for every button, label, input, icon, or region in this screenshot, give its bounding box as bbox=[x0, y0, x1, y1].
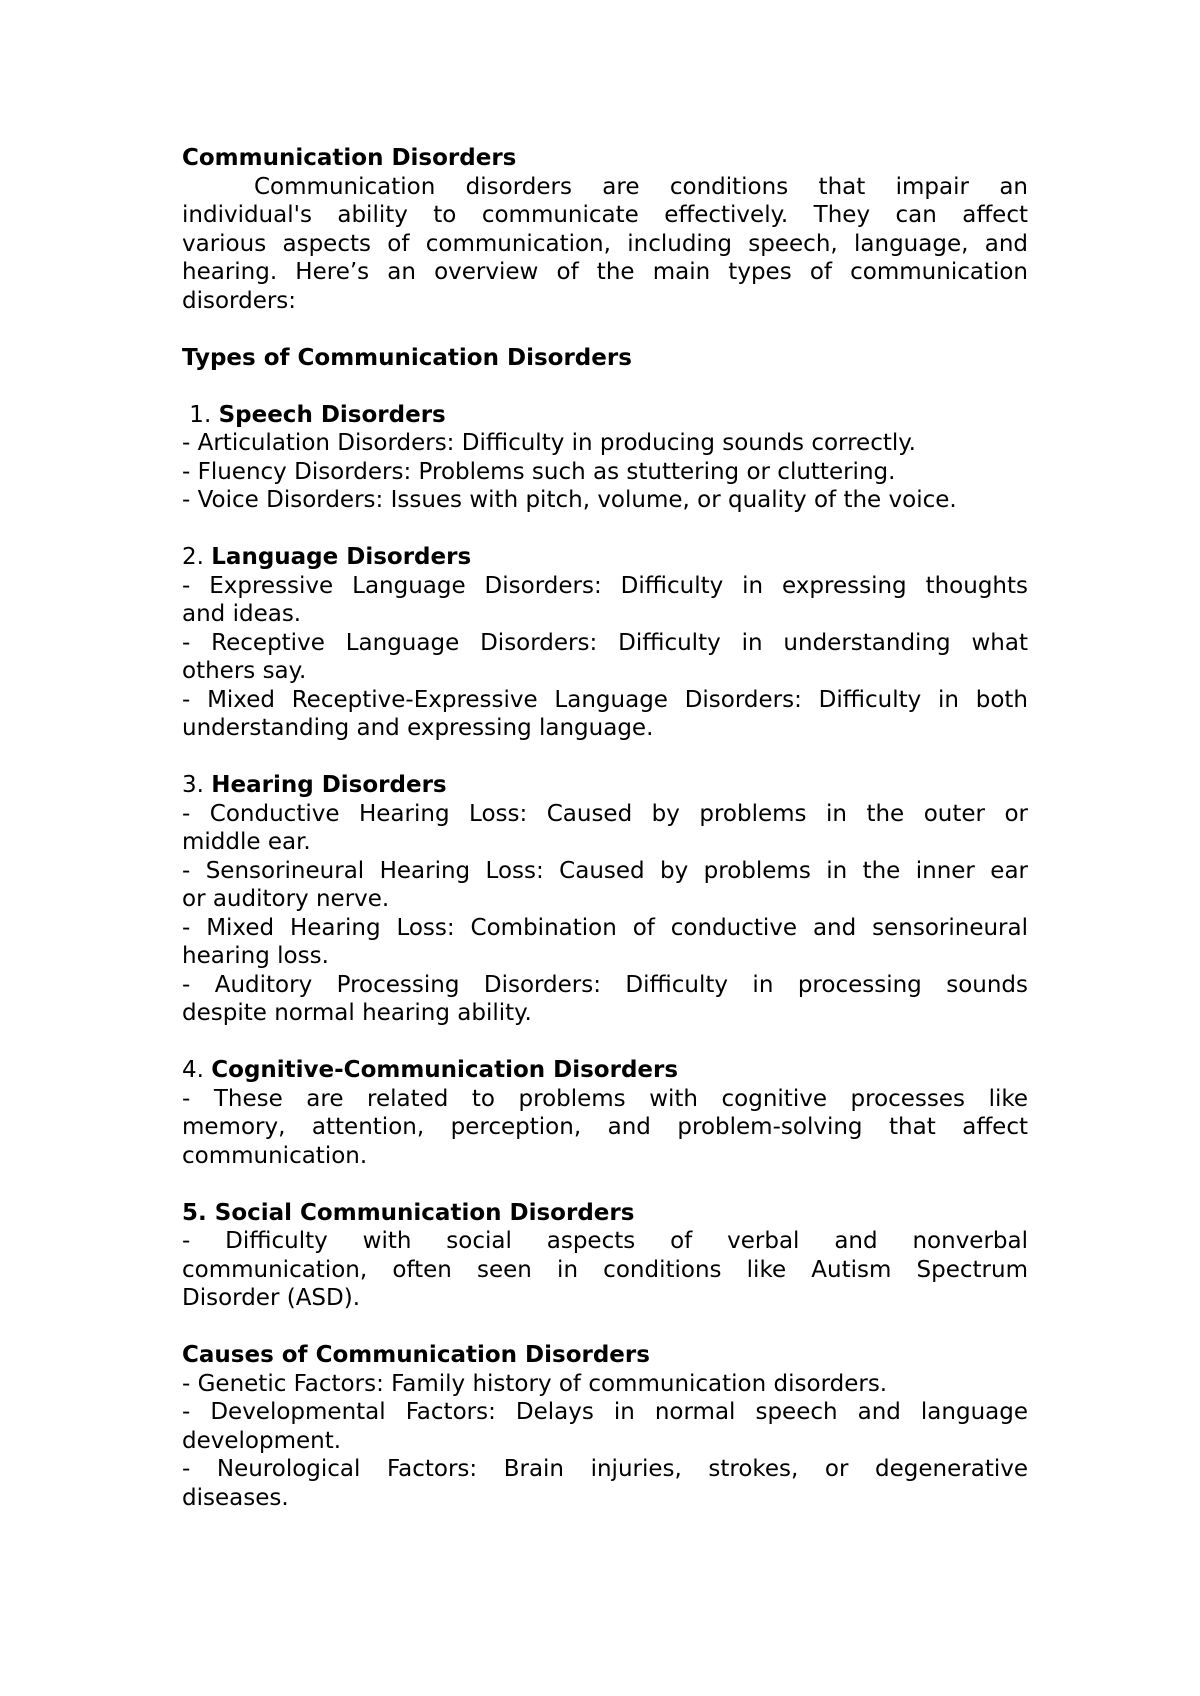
section-line: others say. bbox=[182, 658, 307, 684]
section-heading bbox=[182, 1199, 1028, 1228]
types-heading: Types of Communication Disorders bbox=[182, 344, 632, 371]
section-heading bbox=[182, 771, 1028, 800]
section-line: - Conductive Hearing Loss: Caused by problems in the outer or bbox=[182, 800, 1028, 827]
section-line: and ideas. bbox=[182, 601, 302, 627]
causes-line: - Neurological Factors: Brain injuries, strokes, or degenerative bbox=[182, 1456, 1028, 1482]
section-line: hearing loss. bbox=[182, 943, 329, 969]
section-line: - Articulation Disorders: Difficulty in producing sounds correctly. bbox=[182, 430, 916, 456]
causes-line: - Developmental Factors: Delays in normal speech and language bbox=[182, 1399, 1028, 1425]
section-line: - Fluency Disorders: Problems such as stuttering or cluttering. bbox=[182, 458, 896, 485]
section-title: Social Communication Disorders bbox=[214, 1199, 635, 1226]
blank-line bbox=[182, 515, 1028, 544]
intro-line: individual's ability to communicate effectively. They can affect bbox=[182, 202, 1028, 228]
section-number: 1. bbox=[182, 401, 219, 428]
section-line: or auditory nerve. bbox=[182, 886, 390, 912]
section-line: communication, often seen in conditions like Autism Spectrum bbox=[182, 1256, 1028, 1283]
causes-line: diseases. bbox=[182, 1484, 289, 1511]
section-line: understanding and expressing language. bbox=[182, 715, 654, 741]
intro-line: various aspects of communication, including speech, language, and bbox=[182, 230, 1028, 257]
section-heading bbox=[182, 1056, 1028, 1085]
document-page bbox=[182, 144, 1028, 1512]
intro-line: disorders: bbox=[182, 287, 297, 314]
section-line: memory, attention, perception, and problem-solving that affect bbox=[182, 1114, 1028, 1140]
section-line: - Expressive Language Disorders: Difficulty in expressing thoughts bbox=[182, 572, 1028, 599]
blank-line bbox=[182, 1170, 1028, 1199]
section-line: - These are related to problems with cognitive processes like bbox=[182, 1085, 1028, 1112]
section-line: - Receptive Language Disorders: Difficulty in understanding what bbox=[182, 629, 1028, 656]
section-number: 3. bbox=[182, 772, 212, 798]
causes-line: - Genetic Factors: Family history of communication disorders. bbox=[182, 1370, 888, 1397]
section-title: Language Disorders bbox=[211, 544, 472, 570]
causes-heading: Causes of Communication Disorders bbox=[182, 1342, 650, 1368]
section-title: Speech Disorders bbox=[218, 401, 446, 428]
section-line: - Mixed Receptive-Expressive Language Disorders: Difficulty in both bbox=[182, 686, 1028, 713]
blank-line bbox=[182, 743, 1028, 772]
section-number: 2. bbox=[182, 544, 212, 570]
section-line: communication. bbox=[182, 1142, 368, 1169]
section-heading bbox=[182, 543, 1028, 572]
section-line: - Difficulty with social aspects of verbal and nonverbal bbox=[182, 1228, 1028, 1254]
section-line: - Auditory Processing Disorders: Difficulty in processing sounds bbox=[182, 971, 1028, 998]
section-line: Disorder (ASD). bbox=[182, 1285, 361, 1311]
causes-line: development. bbox=[182, 1427, 342, 1454]
section-heading bbox=[182, 401, 1028, 430]
intro-line: hearing. Here’s an overview of the main types of communication bbox=[182, 259, 1028, 285]
section-title: Hearing Disorders bbox=[211, 772, 447, 798]
document-title: Communication Disorders bbox=[182, 145, 517, 171]
section-line: middle ear. bbox=[182, 829, 311, 855]
section-title: Cognitive-Communication Disorders bbox=[211, 1057, 679, 1083]
section-line: - Sensorineural Hearing Loss: Caused by problems in the inner ear bbox=[182, 857, 1028, 884]
section-number: 5. bbox=[182, 1199, 215, 1226]
blank-line bbox=[182, 1313, 1028, 1342]
intro-line: Communication disorders are conditions that impair an bbox=[254, 173, 1028, 200]
section-line: despite normal hearing ability. bbox=[182, 1000, 532, 1026]
section-line: - Voice Disorders: Issues with pitch, volume, or quality of the voice. bbox=[182, 487, 957, 513]
blank-line bbox=[182, 1028, 1028, 1057]
blank-line bbox=[182, 372, 1028, 401]
section-number: 4. bbox=[182, 1057, 212, 1083]
section-line: - Mixed Hearing Loss: Combination of conductive and sensorineural bbox=[182, 914, 1028, 941]
blank-line bbox=[182, 315, 1028, 344]
